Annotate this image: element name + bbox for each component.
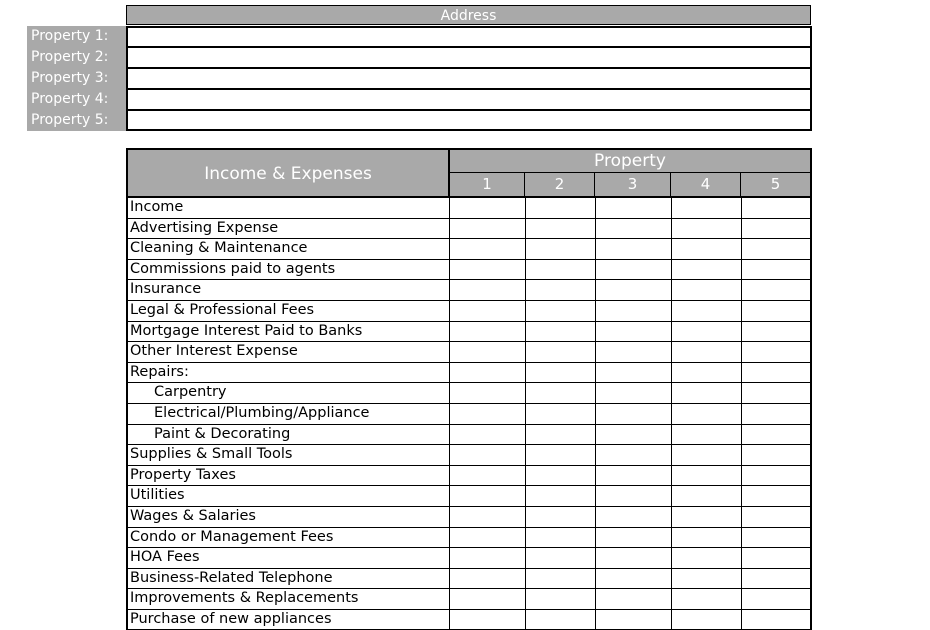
expense-row-label: Wages & Salaries [126, 507, 449, 528]
property-value-cell[interactable] [449, 507, 525, 528]
property-value-cell[interactable] [525, 548, 595, 569]
property-value-cell[interactable] [595, 548, 671, 569]
property-value-cell[interactable] [595, 322, 671, 343]
property-value-cell[interactable] [595, 198, 671, 219]
property-value-cell[interactable] [449, 301, 525, 322]
expense-row [126, 425, 812, 446]
property-value-cell[interactable] [741, 280, 812, 301]
property-value-cell[interactable] [671, 404, 741, 425]
property-value-cell[interactable] [449, 466, 525, 487]
address-row-label: Property 4: [27, 89, 126, 110]
property-value-cell[interactable] [595, 301, 671, 322]
property-value-cell[interactable] [671, 280, 741, 301]
expense-row [126, 445, 812, 466]
property-value-cell[interactable] [449, 342, 525, 363]
property-value-cell[interactable] [741, 425, 812, 446]
property-number-header: 4 [671, 173, 741, 198]
address-header: Address [126, 5, 811, 25]
property-value-cell[interactable] [741, 383, 812, 404]
expense-row-label: Mortgage Interest Paid to Banks [126, 322, 449, 343]
expense-row-label: HOA Fees [126, 548, 449, 569]
expense-row [126, 322, 812, 343]
property-value-cell[interactable] [595, 589, 671, 610]
property-value-cell[interactable] [741, 466, 812, 487]
property-value-cell[interactable] [671, 528, 741, 549]
property-value-cell[interactable] [595, 280, 671, 301]
property-value-cell[interactable] [595, 404, 671, 425]
address-row-label: Property 1: [27, 26, 126, 47]
property-value-cell[interactable] [449, 239, 525, 260]
property-value-cell[interactable] [449, 260, 525, 281]
expense-row [126, 239, 812, 260]
income-expenses-title: Income & Expenses [126, 148, 449, 198]
expense-row-label: Other Interest Expense [126, 342, 449, 363]
expense-row-label: Electrical/Plumbing/Appliance [126, 404, 449, 425]
property-value-cell[interactable] [525, 425, 595, 446]
property-value-cell[interactable] [595, 239, 671, 260]
property-value-cell[interactable] [449, 528, 525, 549]
address-input-cell[interactable] [126, 68, 812, 89]
property-value-cell[interactable] [525, 466, 595, 487]
property-value-cell[interactable] [595, 219, 671, 240]
property-value-cell[interactable] [741, 239, 812, 260]
property-value-cell[interactable] [741, 445, 812, 466]
expense-row-label: Utilities [126, 486, 449, 507]
address-row [27, 47, 812, 68]
address-row [27, 110, 812, 131]
property-value-cell[interactable] [741, 548, 812, 569]
property-number-header: 5 [741, 173, 812, 198]
property-value-cell[interactable] [671, 342, 741, 363]
property-value-cell[interactable] [525, 404, 595, 425]
property-value-cell[interactable] [741, 301, 812, 322]
property-value-cell[interactable] [525, 280, 595, 301]
property-value-cell[interactable] [449, 486, 525, 507]
property-value-cell[interactable] [449, 404, 525, 425]
property-value-cell[interactable] [671, 486, 741, 507]
income-expenses-table [126, 148, 812, 630]
expense-row [126, 404, 812, 425]
expense-row-label: Insurance [126, 280, 449, 301]
address-row [27, 68, 812, 89]
property-value-cell[interactable] [525, 445, 595, 466]
property-value-cell[interactable] [741, 404, 812, 425]
property-header: Property [449, 148, 812, 173]
expense-row-label: Business-Related Telephone [126, 569, 449, 590]
address-row-label: Property 2: [27, 47, 126, 68]
expense-row-label: Cleaning & Maintenance [126, 239, 449, 260]
property-value-cell[interactable] [525, 219, 595, 240]
property-value-cell[interactable] [525, 507, 595, 528]
property-value-cell[interactable] [741, 198, 812, 219]
expense-row [126, 342, 812, 363]
property-value-cell[interactable] [741, 322, 812, 343]
address-input-cell[interactable] [126, 89, 812, 110]
property-value-cell[interactable] [671, 445, 741, 466]
property-value-cell[interactable] [449, 280, 525, 301]
expense-row-label: Legal & Professional Fees [126, 301, 449, 322]
property-value-cell[interactable] [671, 548, 741, 569]
property-value-cell[interactable] [595, 383, 671, 404]
property-value-cell[interactable] [741, 569, 812, 590]
expense-row-label: Commissions paid to agents [126, 260, 449, 281]
property-value-cell[interactable] [671, 301, 741, 322]
expense-row [126, 486, 812, 507]
property-value-cell[interactable] [525, 528, 595, 549]
expense-row [126, 219, 812, 240]
property-value-cell[interactable] [741, 528, 812, 549]
property-value-cell[interactable] [671, 198, 741, 219]
property-value-cell[interactable] [595, 445, 671, 466]
property-value-cell[interactable] [449, 425, 525, 446]
property-value-cell[interactable] [671, 569, 741, 590]
property-value-cell[interactable] [671, 507, 741, 528]
property-number-header: 1 [449, 173, 525, 198]
property-value-cell[interactable] [449, 548, 525, 569]
property-value-cell[interactable] [595, 363, 671, 384]
address-row-label: Property 3: [27, 68, 126, 89]
expense-row-label: Repairs: [126, 363, 449, 384]
expense-row [126, 528, 812, 549]
expense-row-label: Paint & Decorating [126, 425, 449, 446]
expense-row [126, 363, 812, 384]
property-value-cell[interactable] [525, 260, 595, 281]
property-value-cell[interactable] [525, 383, 595, 404]
expense-row-label: Income [126, 198, 449, 219]
property-value-cell[interactable] [671, 219, 741, 240]
property-value-cell[interactable] [741, 589, 812, 610]
income-expenses-header [126, 148, 812, 198]
expense-row [126, 589, 812, 610]
property-value-cell[interactable] [595, 466, 671, 487]
property-value-cell[interactable] [449, 569, 525, 590]
property-number-header: 2 [525, 173, 595, 198]
property-value-cell[interactable] [671, 260, 741, 281]
expense-row [126, 569, 812, 590]
property-value-cell[interactable] [449, 383, 525, 404]
property-value-cell[interactable] [671, 466, 741, 487]
property-value-cell[interactable] [595, 569, 671, 590]
address-row [27, 89, 812, 110]
expense-row-label: Condo or Management Fees [126, 528, 449, 549]
expense-row [126, 260, 812, 281]
property-value-cell[interactable] [741, 486, 812, 507]
property-value-cell[interactable] [671, 322, 741, 343]
expense-row-label: Carpentry [126, 383, 449, 404]
property-value-cell[interactable] [525, 198, 595, 219]
property-value-cell[interactable] [741, 507, 812, 528]
property-value-cell[interactable] [741, 363, 812, 384]
expense-row [126, 466, 812, 487]
property-value-cell[interactable] [525, 486, 595, 507]
property-value-cell[interactable] [741, 219, 812, 240]
property-value-cell[interactable] [525, 363, 595, 384]
expense-row-label: Improvements & Replacements [126, 589, 449, 610]
property-value-cell[interactable] [671, 363, 741, 384]
property-value-cell[interactable] [449, 363, 525, 384]
address-row-label: Property 5: [27, 110, 126, 131]
property-value-cell[interactable] [671, 239, 741, 260]
property-value-cell[interactable] [741, 342, 812, 363]
expense-row-label: Purchase of new appliances [126, 610, 449, 630]
property-value-cell[interactable] [525, 342, 595, 363]
expense-row-label: Advertising Expense [126, 219, 449, 240]
address-input-cell[interactable] [126, 110, 812, 131]
property-value-cell[interactable] [671, 425, 741, 446]
expense-row [126, 383, 812, 404]
property-value-cell[interactable] [741, 260, 812, 281]
property-value-cell[interactable] [595, 342, 671, 363]
expense-row [126, 301, 812, 322]
property-number-header: 3 [595, 173, 671, 198]
property-value-cell[interactable] [525, 569, 595, 590]
income-expenses-body [126, 198, 812, 630]
property-value-cell[interactable] [449, 219, 525, 240]
expense-row-label: Supplies & Small Tools [126, 445, 449, 466]
property-value-cell[interactable] [595, 425, 671, 446]
property-value-cell[interactable] [671, 383, 741, 404]
address-row [27, 26, 812, 47]
property-value-cell[interactable] [671, 589, 741, 610]
property-value-cell[interactable] [449, 198, 525, 219]
property-value-cell[interactable] [595, 528, 671, 549]
property-value-cell[interactable] [525, 589, 595, 610]
property-value-cell[interactable] [595, 260, 671, 281]
property-value-cell[interactable] [449, 322, 525, 343]
address-input-cell[interactable] [126, 47, 812, 68]
expense-row-label: Property Taxes [126, 466, 449, 487]
property-value-cell[interactable] [525, 239, 595, 260]
expense-row [126, 198, 812, 219]
property-value-cell[interactable] [449, 589, 525, 610]
property-value-cell[interactable] [595, 507, 671, 528]
expense-row [126, 280, 812, 301]
property-value-cell[interactable] [449, 445, 525, 466]
expense-row [126, 507, 812, 528]
address-input-cell[interactable] [126, 26, 812, 47]
expense-row [126, 548, 812, 569]
property-value-cell[interactable] [595, 486, 671, 507]
property-value-cell[interactable] [525, 301, 595, 322]
property-value-cell[interactable] [525, 322, 595, 343]
